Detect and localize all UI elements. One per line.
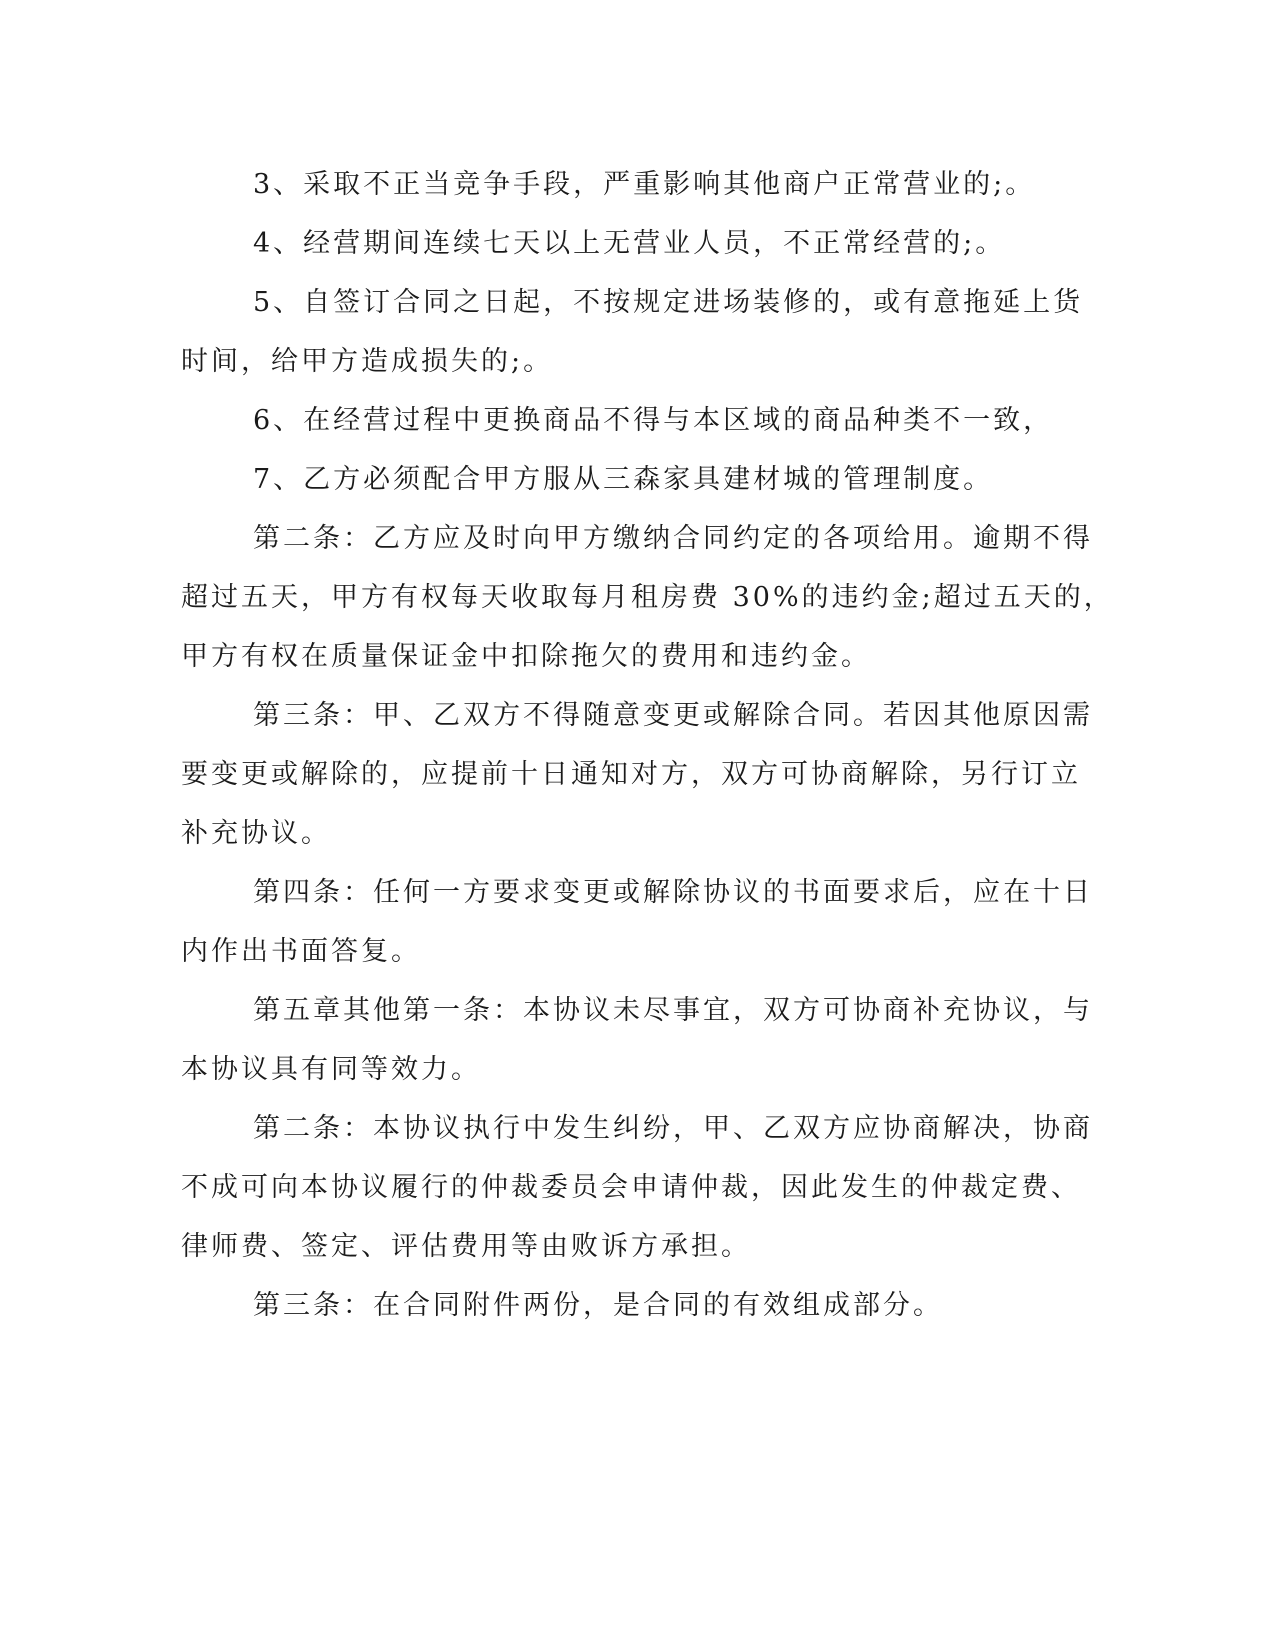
text-line: 甲方有权在质量保证金中扣除拖欠的费用和违约金。 bbox=[181, 641, 871, 672]
text-line: 3、采取不正当竞争手段，严重影响其他商户正常营业的;。 bbox=[253, 169, 1036, 200]
text-line: 超过五天，甲方有权每天收取每月租房费 30%的违约金;超过五天的， bbox=[181, 582, 1114, 613]
text-line: 补充协议。 bbox=[181, 818, 331, 849]
text-line: 7、乙方必须配合甲方服从三森家具建材城的管理制度。 bbox=[253, 464, 994, 495]
text-line: 本协议具有同等效力。 bbox=[181, 1054, 481, 1085]
text-line: 不成可向本协议履行的仲裁委员会申请仲裁，因此发生的仲裁定费、 bbox=[181, 1172, 1081, 1203]
text-line: 要变更或解除的，应提前十日通知对方，双方可协商解除，另行订立 bbox=[181, 759, 1081, 790]
document-body bbox=[181, 155, 1114, 1335]
text-line: 第二条：乙方应及时向甲方缴纳合同约定的各项给用。逾期不得 bbox=[253, 523, 1093, 554]
text-line: 4、经营期间连续七天以上无营业人员，不正常经营的;。 bbox=[253, 228, 1006, 259]
text-line: 6、在经营过程中更换商品不得与本区域的商品种类不一致， bbox=[253, 405, 1054, 436]
text-line: 内作出书面答复。 bbox=[181, 936, 421, 967]
text-line: 律师费、签定、评估费用等由败诉方承担。 bbox=[181, 1231, 751, 1262]
text-line: 时间，给甲方造成损失的;。 bbox=[181, 346, 554, 377]
text-line: 第五章其他第一条：本协议未尽事宜，双方可协商补充协议，与 bbox=[253, 995, 1093, 1026]
text-line: 第三条：在合同附件两份，是合同的有效组成部分。 bbox=[253, 1290, 943, 1321]
text-line: 第三条：甲、乙双方不得随意变更或解除合同。若因其他原因需 bbox=[253, 700, 1093, 731]
text-line: 5、自签订合同之日起，不按规定进场装修的，或有意拖延上货 bbox=[253, 287, 1084, 318]
text-line: 第二条：本协议执行中发生纠纷，甲、乙双方应协商解决，协商 bbox=[253, 1113, 1093, 1144]
text-line: 第四条：任何一方要求变更或解除协议的书面要求后，应在十日 bbox=[253, 877, 1093, 908]
